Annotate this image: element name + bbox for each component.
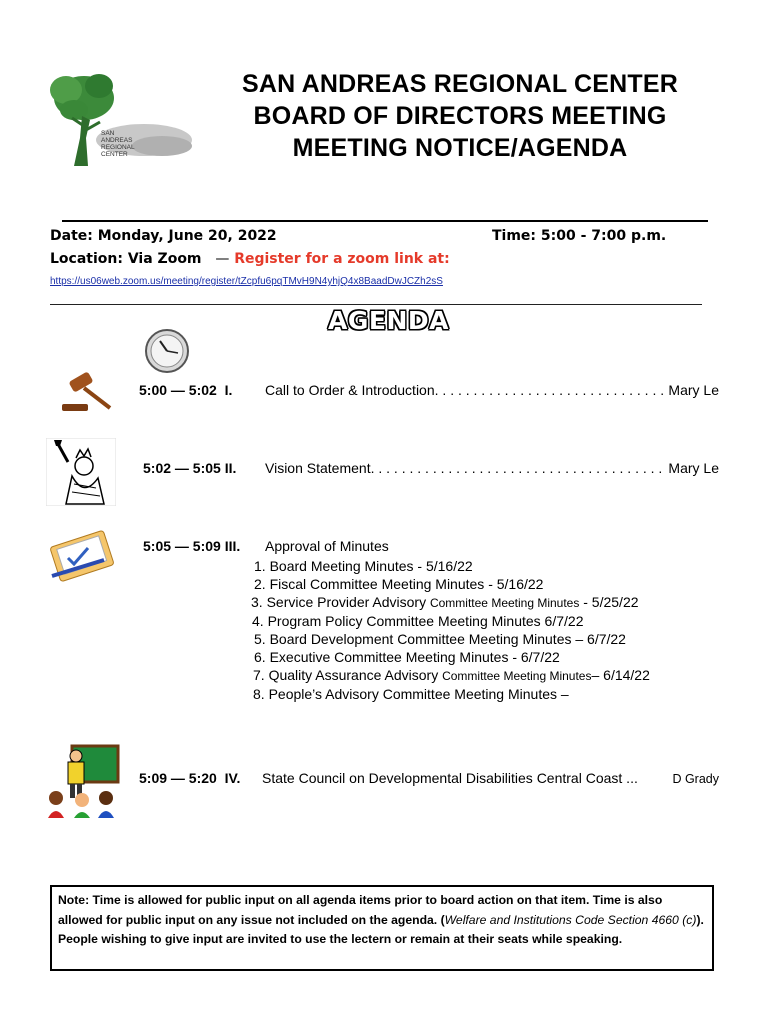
meeting-location (50, 251, 450, 267)
public-input-note (50, 885, 714, 971)
note-citation: Welfare and Institutions Code Section 4660 (c) (444, 912, 697, 927)
register-text: Register for a zoom link at: (234, 251, 450, 267)
org-logo (44, 68, 194, 172)
logo-text: ANDREAS (101, 137, 133, 144)
agenda-time: 5:05 — 5:09 III. (143, 538, 241, 554)
agenda-item-title: Vision Statement. . . . . . . . . . . . . . . . . . . . . . . . . . . . . . . . . . . . . . (265, 460, 663, 476)
gavel-icon (58, 370, 116, 419)
agenda-presenter: Mary Le (668, 460, 719, 476)
logo-text: REGIONAL (101, 144, 135, 151)
logo-text: SAN (101, 130, 115, 137)
meeting-date: Date: Monday, June 20, 2022 (50, 228, 277, 244)
title-line: SAN ANDREAS REGIONAL CENTER (242, 70, 678, 98)
list-item: 6. Executive Committee Meeting Minutes - 6/7/22 (254, 649, 560, 665)
list-item: 2. Fiscal Committee Meeting Minutes - 5/16/22 (254, 576, 544, 592)
agenda-time: 5:02 — 5:05 II. (143, 460, 237, 476)
title-line: MEETING NOTICE/AGENDA (292, 134, 628, 162)
list-item: 8. People’s Advisory Committee Meeting Minutes – (253, 686, 569, 702)
teacher-students-icon (46, 742, 120, 823)
clipboard-pen-icon (46, 530, 118, 587)
divider (50, 304, 702, 305)
list-item: 1. Board Meeting Minutes - 5/16/22 (254, 558, 473, 574)
logo-text: CENTER (101, 151, 128, 158)
meeting-time: Time: 5:00 - 7:00 p.m. (492, 228, 667, 244)
agenda-item-title: State Council on Developmental Disabilities Central Coast ... (262, 770, 638, 786)
title-line: BOARD OF DIRECTORS MEETING (253, 102, 667, 130)
agenda-heading: AGENDA (328, 306, 449, 335)
list-item: 3. Service Provider Advisory Committee Meeting Minutes - 5/25/22 (251, 594, 639, 610)
agenda-presenter: D Grady (672, 772, 719, 786)
agenda-item-title: Approval of Minutes (265, 538, 389, 554)
note-text: ). People wishing to give input are invited to use the lectern or remain at their seats while speaking. (58, 912, 704, 946)
note-text: Note: Time is allowed for public input on all agenda items prior to board action on that item. Time is also allowed for public input on any issue not included on the agenda. ( (58, 893, 663, 927)
dash: — (215, 251, 230, 267)
divider (62, 220, 708, 222)
agenda-presenter: Mary Le (668, 382, 719, 398)
agenda-time: 5:09 — 5:20 IV. (139, 770, 241, 786)
location-label: Location: Via Zoom (50, 251, 202, 267)
agenda-time: 5:00 — 5:02 I. (139, 382, 233, 398)
agenda-item-title: Call to Order & Introduction. . . . . . . . . . . . . . . . . . . . . . . . . . . . . . (265, 382, 665, 398)
minutes-list (251, 557, 650, 703)
list-item: 7. Quality Assurance Advisory Committee Meeting Minutes– 6/14/22 (253, 667, 650, 683)
page-title (190, 68, 730, 164)
list-item: 5. Board Development Committee Meeting Minutes – 6/7/22 (254, 631, 626, 647)
zoom-registration-link[interactable]: https://us06web.zoom.us/meeting/register/tZcpfu6pqTMvH9N4yhjQ4x8BaadDwJCZh2sS (50, 276, 443, 287)
list-item: 4. Program Policy Committee Meeting Minutes 6/7/22 (252, 613, 584, 629)
statue-of-liberty-icon (46, 438, 116, 511)
clock-icon (144, 328, 190, 379)
